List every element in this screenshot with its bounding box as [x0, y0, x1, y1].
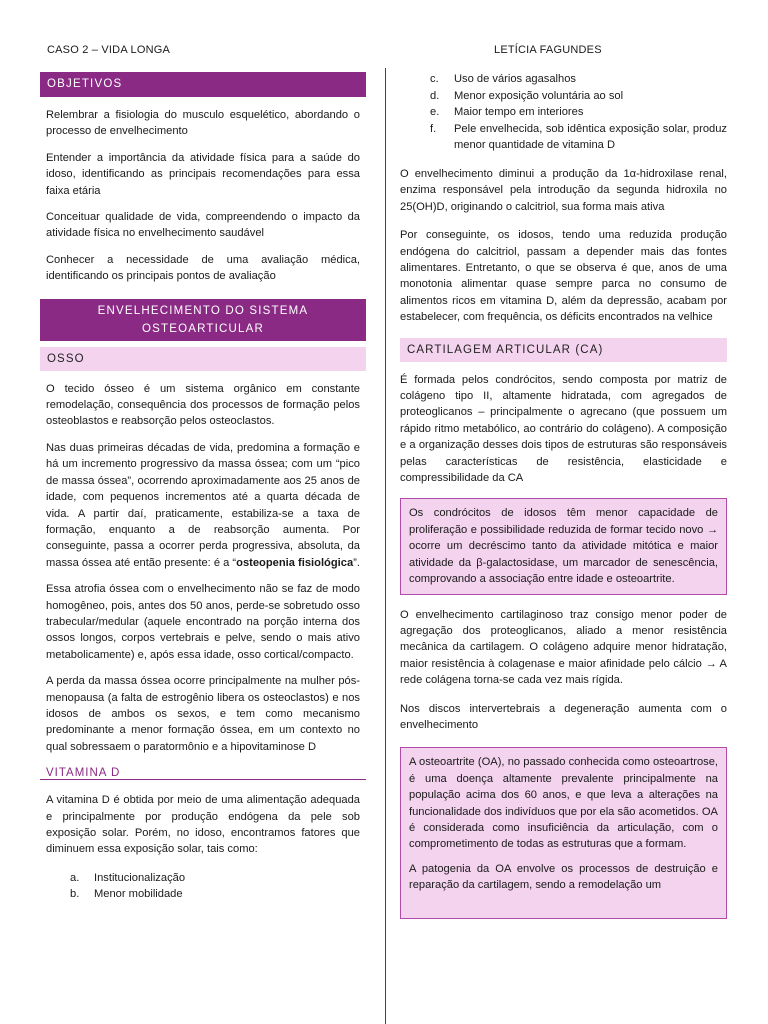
osteoartrite-callout — [400, 747, 727, 919]
left-column — [40, 72, 366, 913]
section-heading-line1: ENVELHECIMENTO DO SISTEMA — [97, 304, 309, 317]
list-marker: f. — [430, 122, 437, 135]
condrocitos-callout — [400, 498, 727, 594]
osteopenia-term: osteopenia fisiológica — [236, 556, 354, 569]
objetivo-item: Conhecer a necessidade de uma avaliação médica, identificando os principais pontos de avaliação — [46, 253, 360, 283]
list-text: Uso de vários agasalhos — [454, 73, 576, 85]
cartilagem-paragraph: É formada pelos condrócitos, sendo composta por matriz de colágeno tipo II, altamente hidratada, com agregados de proteoglicanos – principalmente o agrecano (que possuem um rápido ritmo metabólico, ao contrário do colágeno). A composição e a organização desses dois tipos de estruturas são responsáveis pelas características de resistência, elasticidade e compressibilidade da CA — [400, 373, 727, 485]
header-case-title: CASO 2 – VIDA LONGA — [47, 44, 171, 56]
osso-paragraph: A perda da massa óssea ocorre principalmente na mulher pós-menopausa (a falta de estrogênio libera os osteoclastos) e nos idosos de ambos os sexos, e tem como mecanismo predominante a menor formação óssea, em um contexto no qual sobressaem o paratormônio e a hipovitaminose D — [46, 675, 360, 753]
osso-paragraph — [40, 440, 366, 571]
osso-heading: OSSO — [40, 347, 366, 371]
callout-text: A patogenia da OA envolve os processos de destruição e reparação da cartilagem, sendo a remodelação um — [409, 862, 718, 892]
vitamina-d-list — [40, 870, 366, 903]
list-item — [46, 886, 360, 903]
objetivo-item: Entender a importância da atividade física para a saúde do idoso, identificando as principais recomendações para essa faixa etária — [46, 151, 360, 197]
right-column — [400, 71, 727, 931]
objetivo-item: Conceituar qualidade de vida, compreendendo o impacto da atividade física no envelhecimento saudável — [46, 211, 360, 240]
discos-paragraph: Nos discos intervertebrais a degeneração aumenta com o envelhecimento — [400, 702, 727, 731]
vitamina-d-paragraph: A vitamina D é obtida por meio de uma alimentação adequada e principalmente por produção endógena da pele sob exposição solar. Porém, no idoso, encontramos fatores que diminuem essa exposição solar, tais como: — [46, 794, 360, 856]
objetivo-item: Relembrar a fisiologia do musculo esquelético, abordando o processo de envelhecimento — [46, 109, 360, 138]
list-item — [400, 88, 727, 105]
osso-paragraph: O tecido ósseo é um sistema orgânico em constante remodelação, consequência dos processos de formação pelos osteoblastos e reabsorção pelos osteoclastos. — [46, 382, 360, 428]
list-marker: e. — [430, 106, 440, 119]
list-text: Maior tempo em interiores — [454, 106, 584, 119]
list-marker: b. — [70, 888, 80, 901]
list-item — [400, 71, 727, 88]
calcitriol-paragraph: Por conseguinte, os idosos, tendo uma reduzida produção endógena do calcitriol, passam a depender mais das fontes alimentares. Entretanto, o que se observa é que, anos de uma monotonia alimentar quase sempre parca no consumo de alimentos ricos em vitamina D, além da depressão, acabam por estabelecer, com frequência, os déficits encontrados na velhice — [400, 229, 727, 324]
callout-text: A osteoartrite (OA), no passado conhecida como osteoartrose, é uma doença altamente prevalente principalmente na população acima dos 60 anos, e que leva a alterações na funcionalidade dos indivíduos que por ela são acometidos. OA é considerada como insuficiência da articulação, com o comprometimento de todas as estruturas que a formam. — [409, 756, 718, 851]
column-divider — [385, 68, 386, 1024]
list-text: Pele envelhecida, sob idêntica exposição solar, produz menor quantidade de vitamina D — [454, 122, 727, 152]
osso-text: Nas duas primeiras décadas de vida, predomina a formação e há um incremento progressivo da massa óssea; com um “pico de massa óssea”, ocorrendo aproximadamente aos 25 anos de idade, com pequenos incrementos até a quarta década de vida. A partir daí, praticamente, estabiliza-se a taxa de formação, enquanto a de reabsorção aumenta. Por conseguinte, passa a ocorrer perda progressiva, absoluta, da massa óssea até então presente: é a “ — [46, 441, 360, 569]
cartilagem-heading: CARTILAGEM ARTICULAR (CA) — [400, 338, 727, 362]
section-heading-line2: OSTEOARTICULAR — [141, 322, 265, 335]
list-text: Institucionalização — [94, 871, 186, 884]
section-heading — [40, 299, 366, 341]
list-marker: c. — [430, 73, 439, 85]
vitamina-d-heading: VITAMINA D — [40, 767, 366, 780]
callout-text: Os condrócitos de idosos têm menor capacidade de proliferação e possibilidade reduzida de formar tecido novo → ocorre um decréscimo tanto da atividade mitótica e maior atividade da β-galactosidase, um marcador de senescência, comprovando a associação entre idade e osteoartrite. — [409, 507, 718, 586]
envelhecimento-cartilagem-paragraph: O envelhecimento cartilaginoso traz consigo menor poder de agregação dos proteoglicanos, aliado a menor resistência mecânica da cartilagem. O colágeno adquire menor hidratação, maior resistência à colagenase e maior afinidade pelo cálcio → A rede colágena torna-se cada vez mais rígida. — [400, 608, 727, 687]
vitamina-d-list-continued — [400, 71, 727, 154]
hidroxilase-paragraph: O envelhecimento diminui a produção da 1α-hidroxilase renal, enzima responsável pela introdução da segunda hidroxila no 25(OH)D, originando o calcitriol, sua forma mais ativa — [400, 167, 727, 213]
osso-text: ”. — [353, 556, 360, 569]
list-item — [400, 104, 727, 121]
objetivos-heading: OBJETIVOS — [40, 72, 366, 97]
list-item — [46, 870, 360, 887]
list-text: Menor exposição voluntária ao sol — [454, 89, 624, 102]
header-author: LETÍCIA FAGUNDES — [494, 44, 602, 56]
list-text: Menor mobilidade — [94, 888, 183, 901]
list-item — [400, 121, 727, 154]
list-marker: a. — [70, 871, 80, 884]
osso-paragraph: Essa atrofia óssea com o envelhecimento não se faz de modo homogêneo, pois, antes dos 50 anos, perde-se sobretudo osso trabecular/medular (aquele encontrado na porção interna dos ossos longos, corpos vertebrais e pelve, sendo o mais ativo metabolicamente) e, após essa idade, osso cortical/compacto. — [46, 583, 360, 661]
list-marker: d. — [430, 89, 440, 102]
